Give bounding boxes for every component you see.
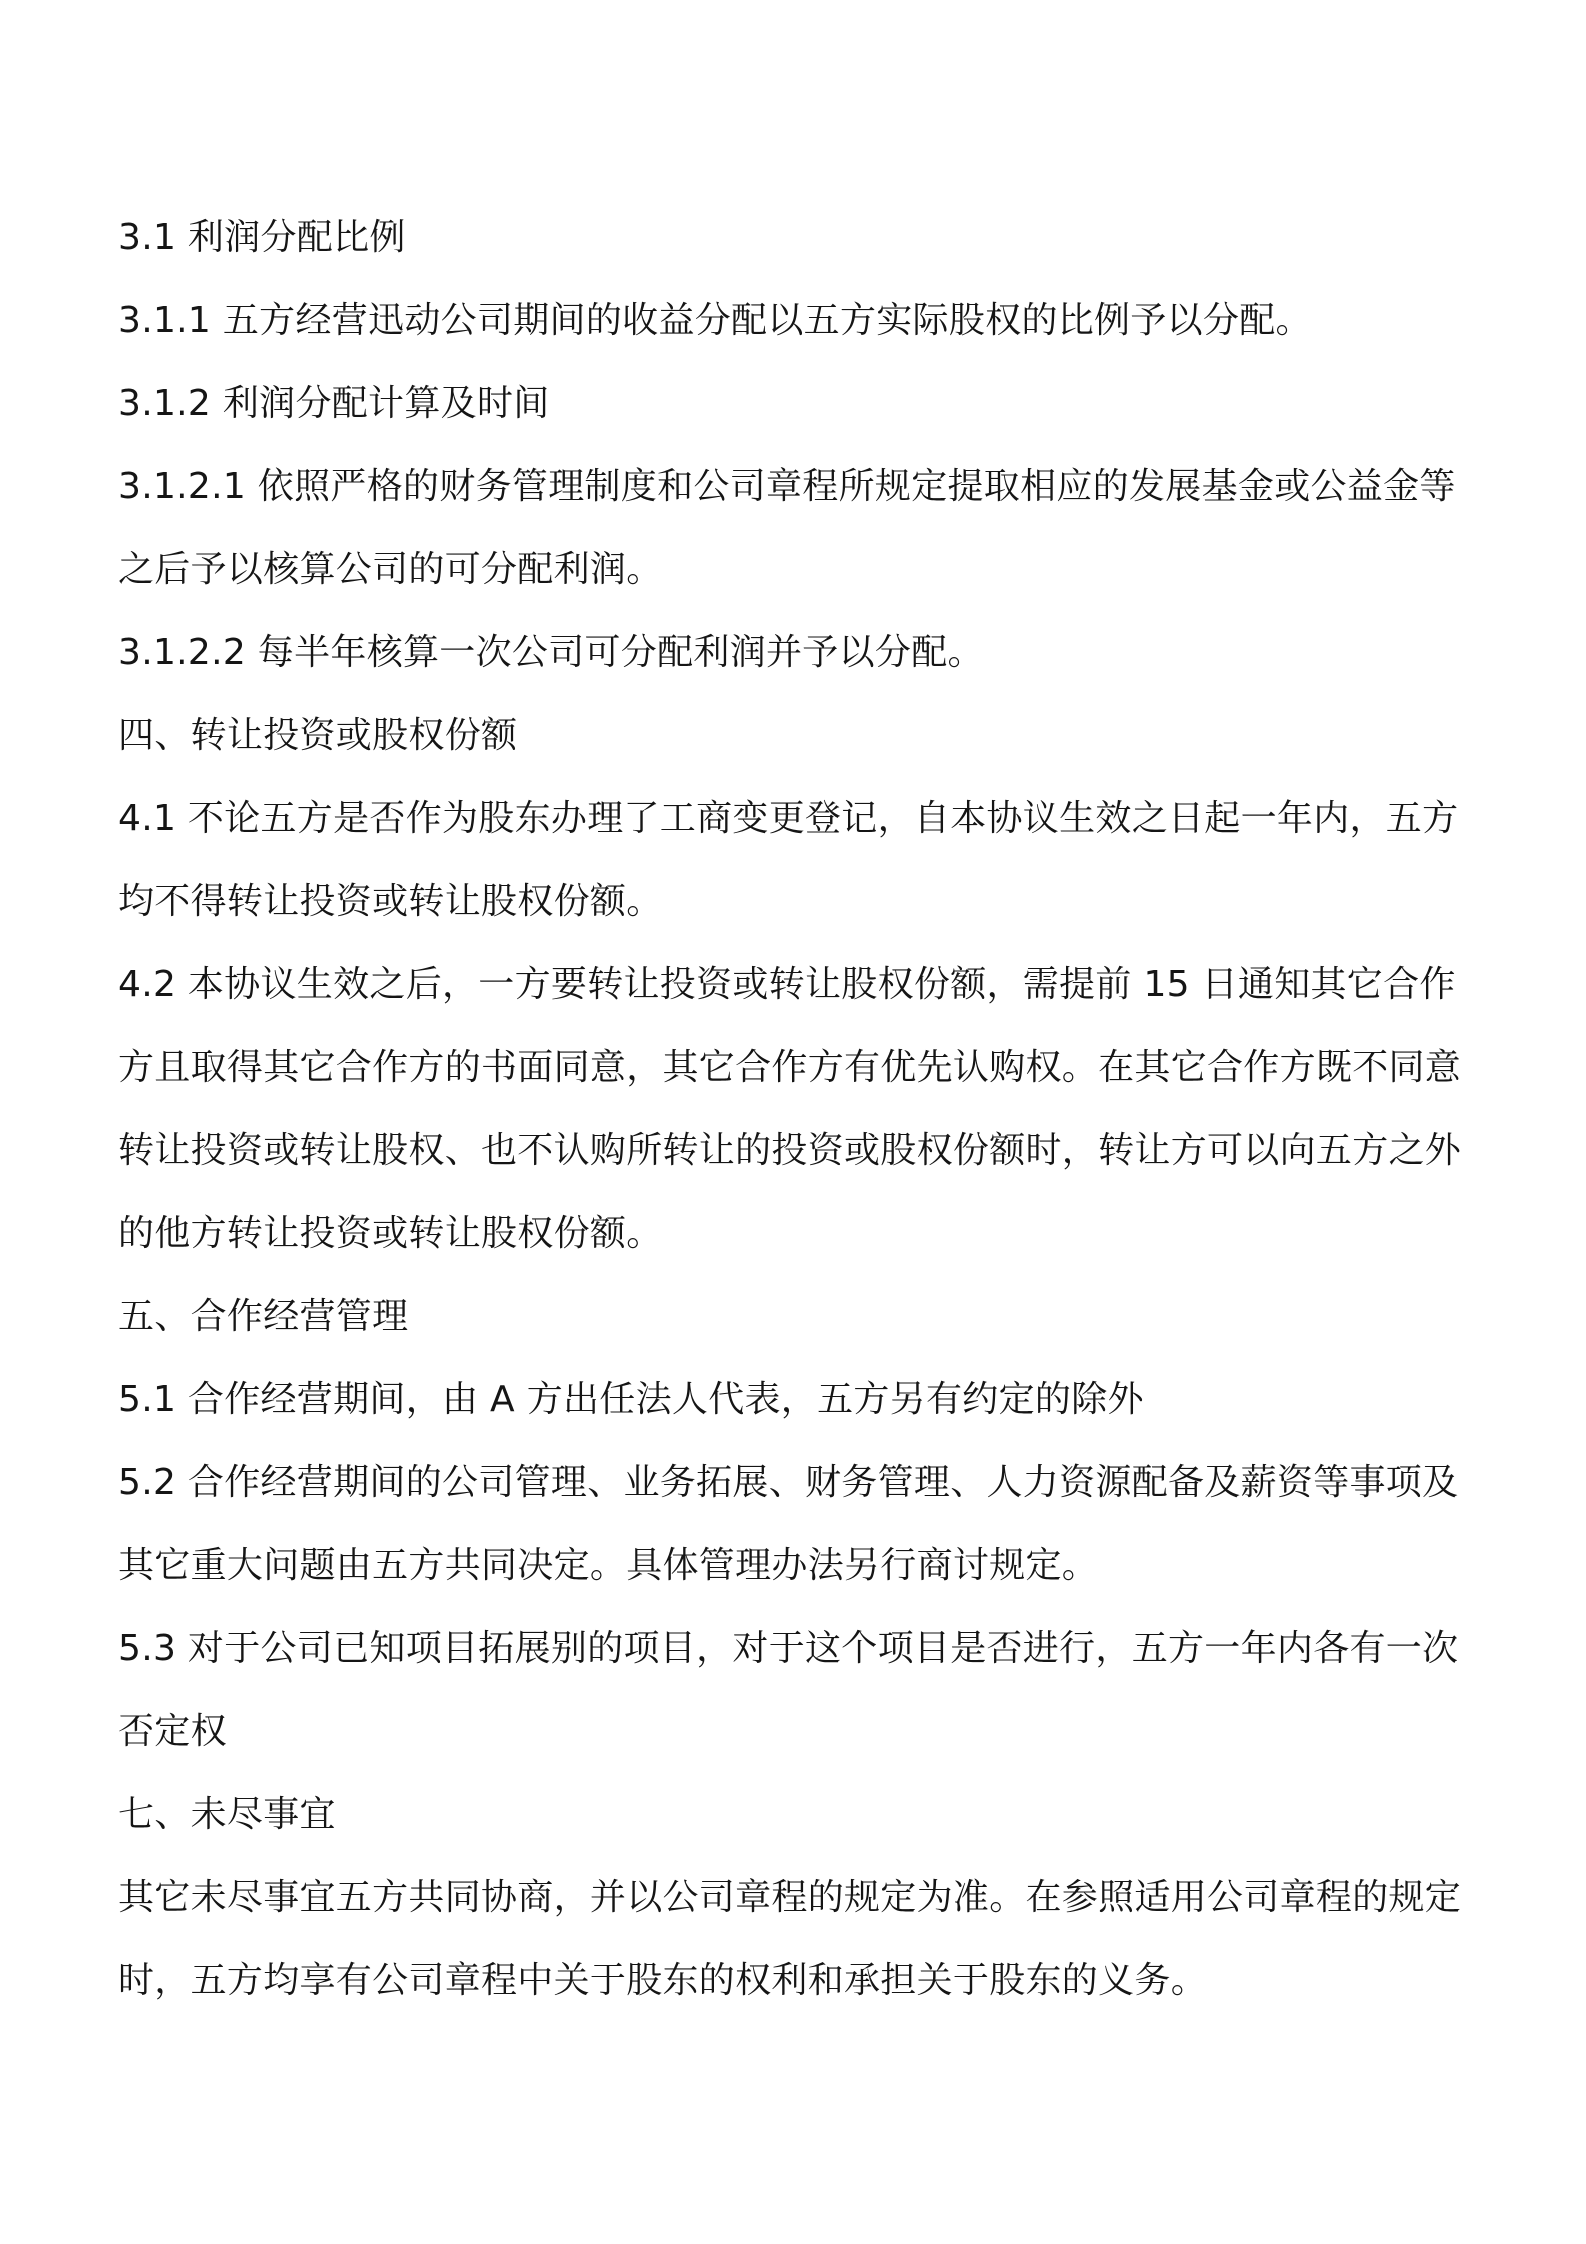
- clause-3-1-2-2: 3.1.2.2 每半年核算一次公司可分配利润并予以分配。: [118, 632, 984, 673]
- clause-5-3-line-1: 5.3 对于公司已知项目拓展别的项目，对于这个项目是否进行，五方一年内各有一次: [118, 1628, 1459, 1669]
- clause-3-1-2-1-line-1: 3.1.2.1 依照严格的财务管理制度和公司章程所规定提取相应的发展基金或公益金等: [118, 466, 1456, 507]
- clause-4-1-line-1: 4.1 不论五方是否作为股东办理了工商变更登记，自本协议生效之日起一年内，五方: [118, 798, 1459, 839]
- section-heading-5: 五、合作经营管理: [118, 1296, 409, 1337]
- heading-3-1-2: 3.1.2 利润分配计算及时间: [118, 383, 550, 424]
- heading-3-1: 3.1 利润分配比例: [118, 217, 406, 258]
- clause-7-line-1: 其它未尽事宜五方共同协商，并以公司章程的规定为准。在参照适用公司章程的规定: [118, 1877, 1462, 1918]
- clause-5-3-line-2: 否定权: [118, 1711, 227, 1752]
- clause-5-1: 5.1 合作经营期间，由 A 方出任法人代表，五方另有约定的除外: [118, 1379, 1144, 1420]
- clause-4-2-line-1: 4.2 本协议生效之后，一方要转让投资或转让股权份额，需提前 15 日通知其它合作: [118, 964, 1456, 1005]
- clause-4-2-line-3: 转让投资或转让股权、也不认购所转让的投资或股权份额时，转让方可以向五方之外: [118, 1130, 1462, 1171]
- clause-5-2-line-2: 其它重大问题由五方共同决定。具体管理办法另行商讨规定。: [118, 1545, 1099, 1586]
- clause-3-1-2-1-line-2: 之后予以核算公司的可分配利润。: [118, 549, 663, 590]
- section-heading-7: 七、未尽事宜: [118, 1794, 336, 1835]
- clause-5-2-line-1: 5.2 合作经营期间的公司管理、业务拓展、财务管理、人力资源配备及薪资等事项及: [118, 1462, 1459, 1503]
- section-heading-4: 四、转让投资或股权份额: [118, 715, 518, 756]
- clause-3-1-1: 3.1.1 五方经营迅动公司期间的收益分配以五方实际股权的比例予以分配。: [118, 300, 1312, 341]
- clause-4-2-line-4: 的他方转让投资或转让股权份额。: [118, 1213, 663, 1254]
- clause-7-line-2: 时，五方均享有公司章程中关于股东的权利和承担关于股东的义务。: [118, 1960, 1208, 2001]
- document-body: [118, 196, 1498, 2022]
- clause-4-2-line-2: 方且取得其它合作方的书面同意，其它合作方有优先认购权。在其它合作方既不同意: [118, 1047, 1462, 1088]
- clause-4-1-line-2: 均不得转让投资或转让股权份额。: [118, 881, 663, 922]
